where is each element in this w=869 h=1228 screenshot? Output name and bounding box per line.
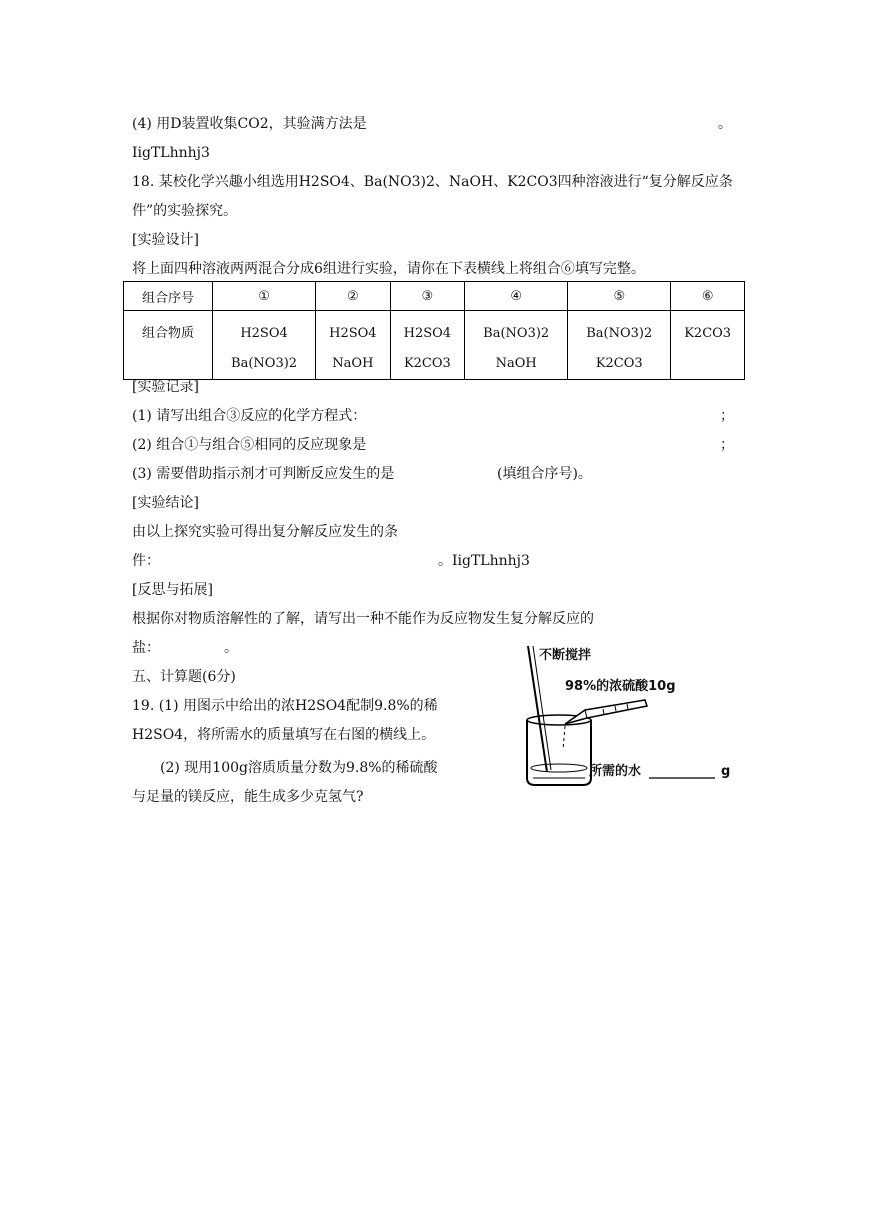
q19-part1-line2: H2SO4，将所需水的质量填写在右图的横线上。 (132, 727, 436, 743)
combo-cell-5 (568, 311, 671, 380)
record-item1: (1) 请写出组合③反应的化学方程式： (132, 408, 367, 424)
combo-3-b: K2CO3 (403, 356, 451, 371)
col-no-2: ② (316, 282, 391, 311)
conclusion-heading: [实验结论] (132, 495, 199, 511)
q17-item4: (4) 用D装置收集CO2，其验满方法是 (132, 116, 367, 132)
reflect-line2: 盐： (132, 640, 160, 656)
section5-heading: 五、计算题(6分) (132, 669, 236, 685)
record-item2: (2) 组合①与组合⑤相同的反应现象是 (132, 437, 367, 453)
water-unit: g (721, 764, 731, 779)
combination-table (123, 281, 745, 380)
conclusion-line1: 由以上探究实验可得出复分解反应发生的条 (132, 524, 398, 540)
stir-label: 不断搅拌 (539, 648, 592, 663)
col-no-6: ⑥ (671, 282, 745, 311)
q19-part2-line1: (2) 现用100g溶质质量分数为9.8%的稀硫酸 (160, 760, 438, 776)
q18-intro-line2: 件”的实验探究。 (132, 203, 238, 219)
record-item3-end: (填组合序号)。 (497, 466, 592, 482)
record-item2-end: ； (720, 437, 734, 453)
combo-cell-3 (390, 311, 465, 380)
q19-part1-line1: 19. (1) 用图示中给出的浓H2SO4配制9.8%的稀 (132, 698, 438, 714)
q17-item4-end: 。 (718, 116, 732, 132)
dilution-figure (525, 640, 745, 790)
row-label-cell (124, 311, 213, 380)
combo-cell-4 (465, 311, 568, 380)
combo-5-b: K2CO3 (595, 356, 643, 371)
combo-2-a: H2SO4 (329, 326, 377, 341)
acid-label: 98%的浓硫酸10g (565, 679, 676, 694)
col-no-4: ④ (465, 282, 568, 311)
combo-cell-2 (316, 311, 391, 380)
header-label-cell: 组合序号 (124, 282, 213, 311)
reflect-line2-end: 。 (224, 640, 238, 656)
q19-part2-line2: 与足量的镁反应，能生成多少克氢气? (132, 789, 364, 805)
combo-4-b: NaOH (495, 356, 537, 371)
table-header-row (124, 282, 745, 311)
code-text: IigTLhnhj3 (132, 145, 210, 161)
combo-3-a: H2SO4 (403, 326, 452, 341)
q18-intro-line1: 18. 某校化学兴趣小组选用H2SO4、Ba(NO3)2、NaOH、K2CO3四种溶液进行“复分解反应条 (132, 174, 733, 190)
design-text: 将上面四种溶液两两混合分成6组进行实验，请你在下表横线上将组合⑥填写完整。 (132, 261, 645, 277)
combo-1-a: H2SO4 (240, 326, 288, 341)
table-body-row (124, 311, 745, 380)
combo-1-b: Ba(NO3)2 (231, 356, 298, 371)
combo-5-a: Ba(NO3)2 (586, 326, 653, 341)
combo-cell-1 (213, 311, 316, 380)
reflect-heading: [反思与拓展] (132, 582, 213, 598)
reflect-line1: 根据你对物质溶解性的了解，请写出一种不能作为反应物发生复分解反应的 (132, 611, 594, 627)
row-label: 组合物质 (141, 326, 194, 341)
conclusion-line2-end: 。IigTLhnhj3 (438, 553, 530, 569)
combo-4-a: Ba(NO3)2 (483, 326, 550, 341)
col-no-3: ③ (390, 282, 465, 311)
combo-2-b: NaOH (332, 356, 374, 371)
water-label: 所需的水 (589, 764, 642, 779)
combo-cell-6 (671, 311, 745, 380)
conclusion-line2: 件： (132, 553, 160, 569)
record-heading: [实验记录] (132, 379, 199, 395)
record-item1-end: ； (720, 408, 734, 424)
col-no-1: ① (213, 282, 316, 311)
record-item3: (3) 需要借助指示剂才可判断反应发生的是 (132, 466, 395, 482)
col-no-5: ⑤ (568, 282, 671, 311)
design-heading: [实验设计] (132, 232, 199, 248)
combo-6-a: K2CO3 (684, 326, 732, 341)
